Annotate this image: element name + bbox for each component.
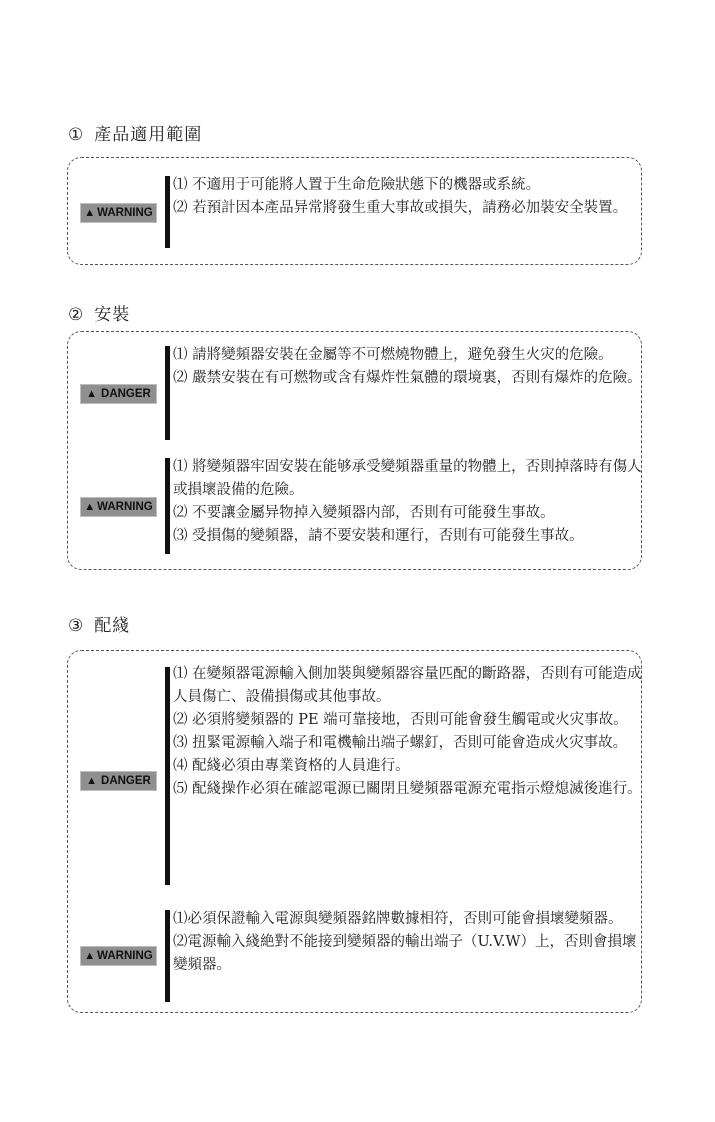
list-item: ⑵ 必須將變頻器的 PE 端可靠接地，否則可能會發生觸電或火灾事故。 [173,712,628,728]
section-3-box [67,650,642,1013]
warning-badge: ▲ WARNING [80,203,157,223]
list-item: ⑶ 受損傷的變頻器，請不要安裝和運行，否則有可能發生事故。 [173,528,584,544]
vertical-rule [165,910,170,1002]
section-3-number: ③ [68,616,85,636]
list-item: ⑴ 在變頻器電源輸入側加裝與變頻器容量匹配的斷路器，否則有可能造成人員傷亡、設備損傷或其他事故。 [173,666,642,705]
vertical-rule [165,346,170,440]
warning-triangle-icon: ▲ [84,949,96,962]
section-3-title-text: 配綫 [94,616,131,636]
warning-badge: ▲ WARNING [80,946,157,966]
danger-badge: ▲ DANGER [80,771,157,791]
list-item: ⑴必須保證輸入電源與變頻器銘牌數據相符，否則可能會損壞變頻器。 [173,911,623,927]
section-1-box [67,157,642,265]
warning-triangle-icon: ▲ [86,774,98,787]
list-item: ⑶ 扭緊電源輸入端子和電機輸出端子螺釘，否則可能會造成火灾事故。 [173,735,628,751]
list-item: ⑴ 將變頻器牢固安裝在能够承受變頻器重量的物體上，否則掉落時有傷人或損壞設備的危險。 [173,459,642,498]
vertical-rule [165,176,170,248]
notice-text [173,174,643,220]
section-1-warning-row [68,174,641,252]
section-2-title [68,300,130,325]
vertical-rule [165,458,170,554]
section-1-number: ① [68,125,85,145]
danger-badge: ▲ DANGER [80,384,157,404]
section-2-title-text: 安裝 [94,305,131,325]
section-1-title-text: 產品適用範圍 [94,125,203,145]
vertical-rule [165,667,170,885]
notice-text [173,344,643,390]
warning-triangle-icon: ▲ [84,206,96,219]
section-2-warning-row [68,456,641,556]
list-item: ⑸ 配綫操作必須在確認電源已關閉且變頻器電源充電指示燈熄滅後進行。 [173,781,642,797]
list-item: ⑵ 若預計因本產品异常將發生重大事故或損失，請務必加裝安全裝置。 [173,200,628,216]
section-3-danger-row [68,663,641,883]
list-item: ⑷ 配綫必須由專業資格的人員進行。 [173,758,410,774]
list-item: ⑵ 嚴禁安裝在有可燃物或含有爆炸性氣體的環境裏，否則有爆炸的危險。 [173,370,642,386]
warning-badge: ▲ WARNING [80,497,157,517]
list-item: ⑴ 不適用于可能將人置于生命危險狀態下的機器或系統。 [173,177,541,193]
list-item: ⑵電源輸入綫絶對不能接到變頻器的輸出端子（U.V.W）上，否則會損壞變頻器。 [173,934,637,973]
list-item: ⑴ 請將變頻器安裝在金屬等不可燃燒物體上，避免發生火灾的危險。 [173,347,613,363]
section-2-box [67,331,642,570]
notice-text [173,908,643,977]
section-2-number: ② [68,305,85,325]
notice-text [173,456,643,548]
section-2-danger-row [68,344,641,440]
notice-text [173,663,643,801]
warning-triangle-icon: ▲ [84,500,96,513]
list-item: ⑵ 不要讓金屬异物掉入變頻器内部，否則有可能發生事故。 [173,505,555,521]
section-3-title [68,611,130,636]
section-1-title [68,120,202,145]
section-3-warning-row [68,908,641,1002]
warning-triangle-icon: ▲ [86,387,98,400]
